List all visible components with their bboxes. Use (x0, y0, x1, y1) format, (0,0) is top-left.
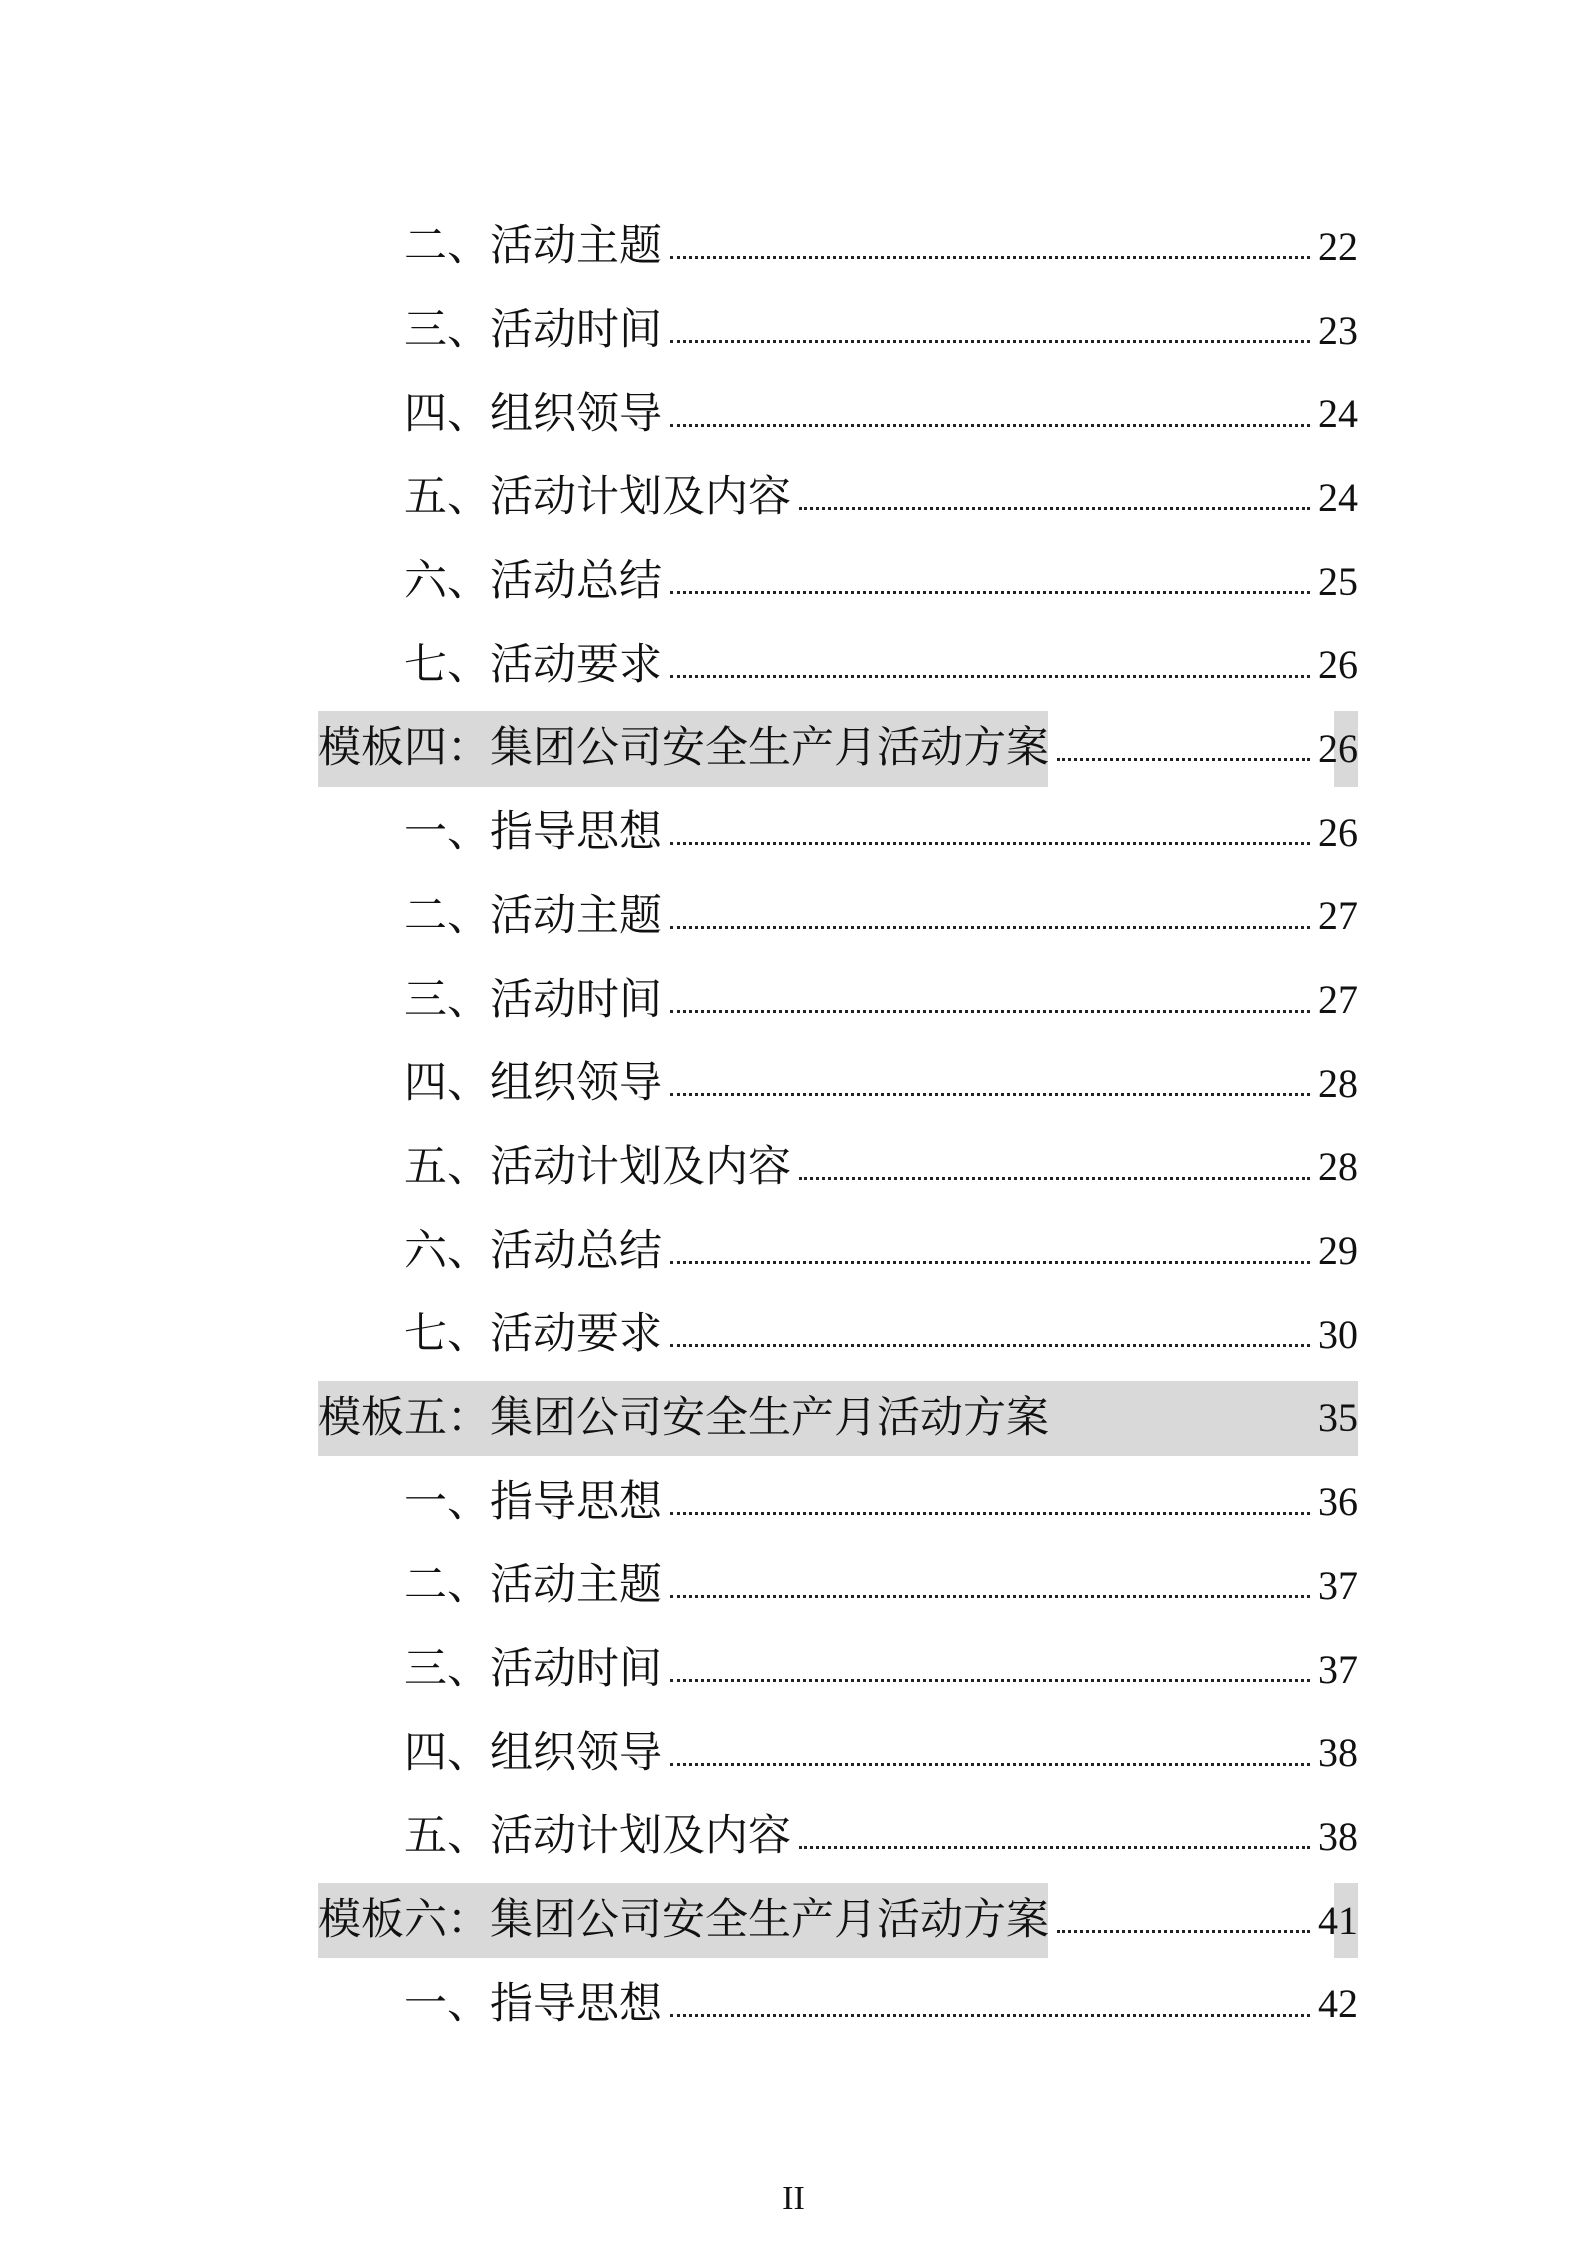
dot-leader (670, 1010, 1310, 1013)
toc-entry-page: 22 (1318, 223, 1358, 269)
toc-entry-title: 二、活动主题 (404, 1560, 662, 1611)
toc-entry-page: 27 (1318, 977, 1358, 1023)
toc-entry-page: 37 (1318, 1562, 1358, 1608)
toc-entry-title: 五、活动计划及内容 (404, 1141, 791, 1192)
toc-entry[interactable] (318, 540, 1358, 624)
dot-leader (670, 340, 1310, 343)
dot-leader (670, 256, 1310, 259)
toc-entry[interactable] (318, 1711, 1358, 1795)
toc-entry[interactable] (318, 1795, 1358, 1879)
toc-entry-title: 五、活动计划及内容 (404, 1811, 791, 1862)
toc-entry-page: 26 (1318, 642, 1358, 688)
toc-entry-page: 42 (1318, 1981, 1358, 2027)
toc-entry[interactable] (318, 1209, 1358, 1293)
toc-entry-page: 26 (1318, 809, 1358, 855)
toc-entry-page: 35 (1318, 1395, 1358, 1441)
toc-entry[interactable] (318, 1293, 1358, 1377)
toc-entry-page: 23 (1318, 307, 1358, 353)
dot-leader (670, 1763, 1310, 1766)
toc-entry[interactable] (318, 1460, 1358, 1544)
toc-entry-title: 四、组织领导 (404, 1727, 662, 1778)
toc-entry[interactable] (318, 205, 1358, 289)
toc-entry[interactable] (318, 623, 1358, 707)
toc-entry[interactable] (318, 958, 1358, 1042)
toc-entry[interactable] (318, 791, 1358, 875)
toc-entry-page: 38 (1318, 1813, 1358, 1859)
dot-leader (670, 926, 1310, 929)
dot-leader (670, 591, 1310, 594)
toc-entry-page: 37 (1318, 1646, 1358, 1692)
dot-leader (670, 842, 1310, 845)
dot-leader (670, 424, 1310, 427)
toc-entry-page: 25 (1318, 558, 1358, 604)
toc-entry-title: 七、活动要求 (404, 1309, 662, 1360)
dot-leader (670, 1595, 1310, 1598)
dot-leader (670, 1679, 1310, 1682)
toc-section-entry[interactable] (318, 707, 1358, 791)
toc-entry[interactable] (318, 289, 1358, 373)
dot-leader (670, 1512, 1310, 1515)
dot-leader (670, 1093, 1310, 1096)
toc-entry-page: 28 (1318, 1144, 1358, 1190)
toc-entry-title: 六、活动总结 (404, 556, 662, 607)
dot-leader (799, 1846, 1310, 1849)
toc-entry-page: 24 (1318, 391, 1358, 437)
toc-entry-page: 24 (1318, 474, 1358, 520)
toc-entry-title: 四、组织领导 (404, 1058, 662, 1109)
dot-leader (799, 507, 1310, 510)
toc-entry[interactable] (318, 1544, 1358, 1628)
dot-leader (670, 1344, 1310, 1347)
dot-leader (670, 2014, 1310, 2017)
toc-entry-page: 26 (1318, 725, 1358, 771)
toc-entry-title: 模板六：集团公司安全生产月活动方案 (318, 1895, 1049, 1946)
table-of-contents (318, 205, 1358, 2046)
toc-entry-page: 38 (1318, 1730, 1358, 1776)
toc-entry-page: 29 (1318, 1228, 1358, 1274)
dot-leader (799, 1177, 1310, 1180)
toc-entry[interactable] (318, 1126, 1358, 1210)
toc-entry-page: 28 (1318, 1060, 1358, 1106)
toc-entry-title: 模板四：集团公司安全生产月活动方案 (318, 723, 1049, 774)
toc-entry-title: 一、指导思想 (404, 1476, 662, 1527)
dot-leader (1057, 758, 1310, 761)
toc-entry[interactable] (318, 1628, 1358, 1712)
dot-leader (670, 675, 1310, 678)
toc-entry-page: 30 (1318, 1311, 1358, 1357)
toc-entry-title: 模板五：集团公司安全生产月活动方案 (318, 1392, 1049, 1443)
toc-entry[interactable] (318, 1962, 1358, 2046)
toc-entry-title: 三、活动时间 (404, 974, 662, 1025)
toc-entry[interactable] (318, 1042, 1358, 1126)
toc-entry-title: 三、活动时间 (404, 305, 662, 356)
toc-entry-title: 七、活动要求 (404, 639, 662, 690)
toc-section-entry[interactable] (318, 1879, 1358, 1963)
toc-entry[interactable] (318, 372, 1358, 456)
toc-entry-title: 三、活动时间 (404, 1644, 662, 1695)
toc-entry-title: 一、指导思想 (404, 1978, 662, 2029)
toc-entry-title: 五、活动计划及内容 (404, 472, 791, 523)
dot-leader (670, 1261, 1310, 1264)
toc-entry-title: 四、组织领导 (404, 388, 662, 439)
toc-section-entry[interactable] (318, 1377, 1358, 1461)
toc-entry-page: 36 (1318, 1479, 1358, 1525)
toc-entry-page: 27 (1318, 893, 1358, 939)
toc-entry-title: 六、活动总结 (404, 1225, 662, 1276)
toc-entry[interactable] (318, 456, 1358, 540)
toc-entry[interactable] (318, 875, 1358, 959)
page-number: II (782, 2180, 805, 2217)
toc-entry-title: 一、指导思想 (404, 807, 662, 858)
toc-entry-title: 二、活动主题 (404, 890, 662, 941)
toc-entry-title: 二、活动主题 (404, 221, 662, 272)
toc-entry-page: 41 (1318, 1897, 1358, 1943)
dot-leader (1057, 1930, 1310, 1933)
